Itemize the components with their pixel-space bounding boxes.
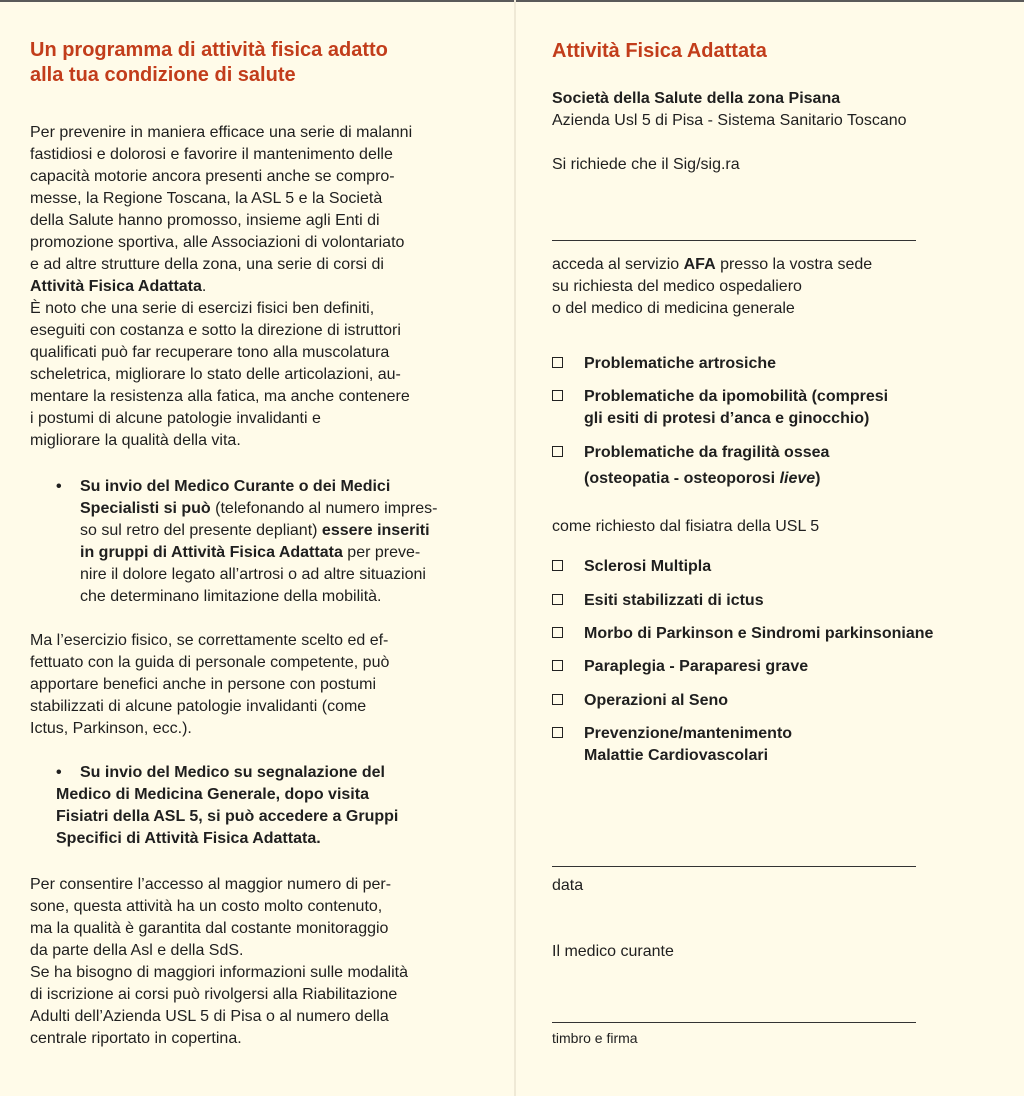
- checkbox-label: [584, 468, 992, 490]
- punctuation: .: [201, 278, 207, 295]
- normal-span: so sul retro del presente depliant): [80, 522, 322, 539]
- checkbox-icon[interactable]: [552, 357, 563, 368]
- checkbox-icon[interactable]: [552, 627, 563, 638]
- text-line: Adulti dell’Azienda USL 5 di Pisa o al numero della: [30, 1008, 389, 1025]
- top-border: [0, 0, 1024, 2]
- checkbox-ipomobilita[interactable]: [552, 386, 992, 430]
- checkbox-icon[interactable]: [552, 390, 563, 401]
- text-line: mentare la resistenza alla fatica, ma anche contenere: [30, 388, 410, 405]
- fourth-paragraph: [30, 874, 480, 1050]
- checkbox-label: Problematiche artrosiche: [584, 355, 777, 372]
- text-line: scheletrica, migliorare lo stato delle articolazioni, au-: [30, 366, 401, 383]
- checkbox-icon[interactable]: [552, 727, 563, 738]
- bold-span: essere inseriti: [321, 522, 430, 539]
- text-line: sone, questa attività ha un costo molto contenuto,: [30, 898, 383, 915]
- organization-name: Società della Salute della zona Pisana: [552, 90, 841, 107]
- right-title: Attività Fisica Adattata: [552, 40, 767, 62]
- text-line: [80, 498, 476, 520]
- text-line: Su invio del Medico su segnalazione del: [80, 764, 385, 781]
- second-paragraph: [30, 298, 480, 452]
- text-line: Medico di Medicina Generale, dopo visita: [56, 786, 369, 803]
- text-line: Se ha bisogno di maggiori informazioni sulle modalità: [30, 964, 408, 981]
- italic-span: lieve: [779, 470, 816, 487]
- text-line: capacità motorie ancora presenti anche se compro-: [30, 168, 395, 185]
- text-line: qualificati può far recuperare tono alla muscolatura: [30, 344, 390, 361]
- text-line: È noto che una serie di esercizi fisici ben definiti,: [30, 300, 375, 317]
- left-title-line-1: Un programma di attività fisica adatto: [30, 39, 388, 61]
- label-span: ): [815, 470, 821, 487]
- text-line: Per prevenire in maniera efficace una serie di malanni: [30, 124, 413, 141]
- checkbox-fragilita-ossea[interactable]: [552, 442, 992, 490]
- checkbox-label: Problematiche da fragilità ossea: [584, 444, 830, 461]
- text-line: nire il dolore legato all’artrosi o ad altre situazioni: [80, 566, 426, 583]
- fisiatra-label: come richiesto dal fisiatra della USL 5: [552, 518, 820, 535]
- text-line: Specifici di Attività Fisica Adattata.: [56, 830, 321, 847]
- left-title-line-2: alla tua condizione di salute: [30, 64, 296, 86]
- text-line: [30, 276, 480, 298]
- checkbox-label: Problematiche da ipomobilità (compresi: [584, 388, 889, 405]
- text-line: migliorare la qualità della vita.: [30, 432, 241, 449]
- afa-term: AFA: [683, 256, 716, 273]
- text-line: i postumi di alcune patologie invalidanti e: [30, 410, 321, 427]
- checkbox-cardiovascolari[interactable]: [552, 723, 992, 767]
- text-line: della Salute hanno promosso, insieme agli Enti di: [30, 212, 380, 229]
- checkbox-label: Malattie Cardiovascolari: [584, 747, 769, 764]
- checkbox-label: Paraplegia - Paraparesi grave: [584, 658, 809, 675]
- checkbox-icon[interactable]: [552, 560, 563, 571]
- text-line: ma la qualità è garantita dal costante monitoraggio: [30, 920, 389, 937]
- checkbox-paraplegia[interactable]: [552, 656, 992, 678]
- left-column: [30, 38, 480, 1050]
- normal-span: acceda al servizio: [552, 256, 684, 273]
- text-line: fastidiosi e dolorosi e favorire il mantenimento delle: [30, 146, 393, 163]
- date-label: data: [552, 877, 584, 894]
- bold-span: Specialisti si può: [80, 500, 211, 517]
- text-line: di iscrizione ai corsi può rivolgersi alla Riabilitazione: [30, 986, 398, 1003]
- signature-line[interactable]: [552, 1022, 916, 1023]
- access-line-1: [552, 254, 872, 276]
- label-span: (osteopatia - osteoporosi: [584, 470, 780, 487]
- text-line: promozione sportiva, alle Associazioni di volontariato: [30, 234, 405, 251]
- checkbox-icon[interactable]: [552, 694, 563, 705]
- checkbox-label: Esiti stabilizzati di ictus: [584, 592, 764, 609]
- checkbox-label: Sclerosi Multipla: [584, 558, 712, 575]
- checkbox-label: Operazioni al Seno: [584, 692, 729, 709]
- bullet-medico-curante: [56, 476, 476, 608]
- checkbox-sclerosi[interactable]: [552, 556, 992, 578]
- normal-span: (telefonando al numero impres-: [210, 500, 438, 517]
- bullet-dot-icon: •: [56, 478, 62, 495]
- checkbox-artrosiche[interactable]: [552, 353, 992, 375]
- text-line: apportare benefici anche in persone con postumi: [30, 676, 376, 693]
- checkbox-icon[interactable]: [552, 660, 563, 671]
- stamp-signature-label: timbro e firma: [552, 1030, 638, 1046]
- checkbox-seno[interactable]: [552, 690, 992, 712]
- text-line: che determinano limitazione della mobilità.: [80, 588, 382, 605]
- bold-span: in gruppi di Attività Fisica Adattata: [80, 544, 343, 561]
- access-line-3: o del medico di medicina generale: [552, 300, 795, 317]
- text-line: eseguiti con costanza e sotto la direzione di istruttori: [30, 322, 401, 339]
- text-line: Ictus, Parkinson, ecc.).: [30, 720, 192, 737]
- access-line-2: su richiesta del medico ospedaliero: [552, 278, 802, 295]
- text-line: e ad altre strutture della zona, una serie di corsi di: [30, 256, 384, 273]
- organization-subtitle: Azienda Usl 5 di Pisa - Sistema Sanitario Toscano: [552, 112, 907, 129]
- text-line: fettuato con la guida di personale competente, può: [30, 654, 390, 671]
- checkbox-label: Prevenzione/mantenimento: [584, 725, 793, 742]
- text-line: Ma l’esercizio fisico, se correttamente scelto ed ef-: [30, 632, 389, 649]
- bullet-dot-icon: •: [56, 764, 62, 781]
- patient-name-line[interactable]: [552, 240, 916, 241]
- bullet-medico-segnalazione: [56, 762, 476, 850]
- normal-span: per preve-: [342, 544, 421, 561]
- text-line: Per consentire l’accesso al maggior numero di per-: [30, 876, 392, 893]
- checkbox-parkinson[interactable]: [552, 623, 992, 645]
- text-line: da parte della Asl e della SdS.: [30, 942, 244, 959]
- text-line: [80, 542, 476, 564]
- text-line: Fisiatri della ASL 5, si può accedere a Gruppi: [56, 808, 399, 825]
- text-line: [80, 520, 476, 542]
- text-line: centrale riportato in copertina.: [30, 1030, 242, 1047]
- intro-paragraph: [30, 122, 480, 298]
- normal-span: presso la vostra sede: [715, 256, 873, 273]
- fold-line: [514, 0, 516, 1096]
- text-line: stabilizzati di alcune patologie invalidanti (come: [30, 698, 367, 715]
- checkbox-icon[interactable]: [552, 446, 563, 457]
- checkbox-label: gli esiti di protesi d’anca e ginocchio): [584, 410, 870, 427]
- checkbox-ictus[interactable]: [552, 590, 992, 612]
- checkbox-icon[interactable]: [552, 594, 563, 605]
- text-line: messe, la Regione Toscana, la ASL 5 e la Società: [30, 190, 383, 207]
- third-paragraph: [30, 630, 480, 740]
- text-line: Su invio del Medico Curante o dei Medici: [80, 478, 391, 495]
- request-label: Si richiede che il Sig/sig.ra: [552, 156, 740, 173]
- checkbox-label: Morbo di Parkinson e Sindromi parkinsoniane: [584, 625, 934, 642]
- doctor-label: Il medico curante: [552, 943, 674, 960]
- bold-term: Attività Fisica Adattata: [30, 278, 202, 295]
- date-line[interactable]: [552, 866, 916, 867]
